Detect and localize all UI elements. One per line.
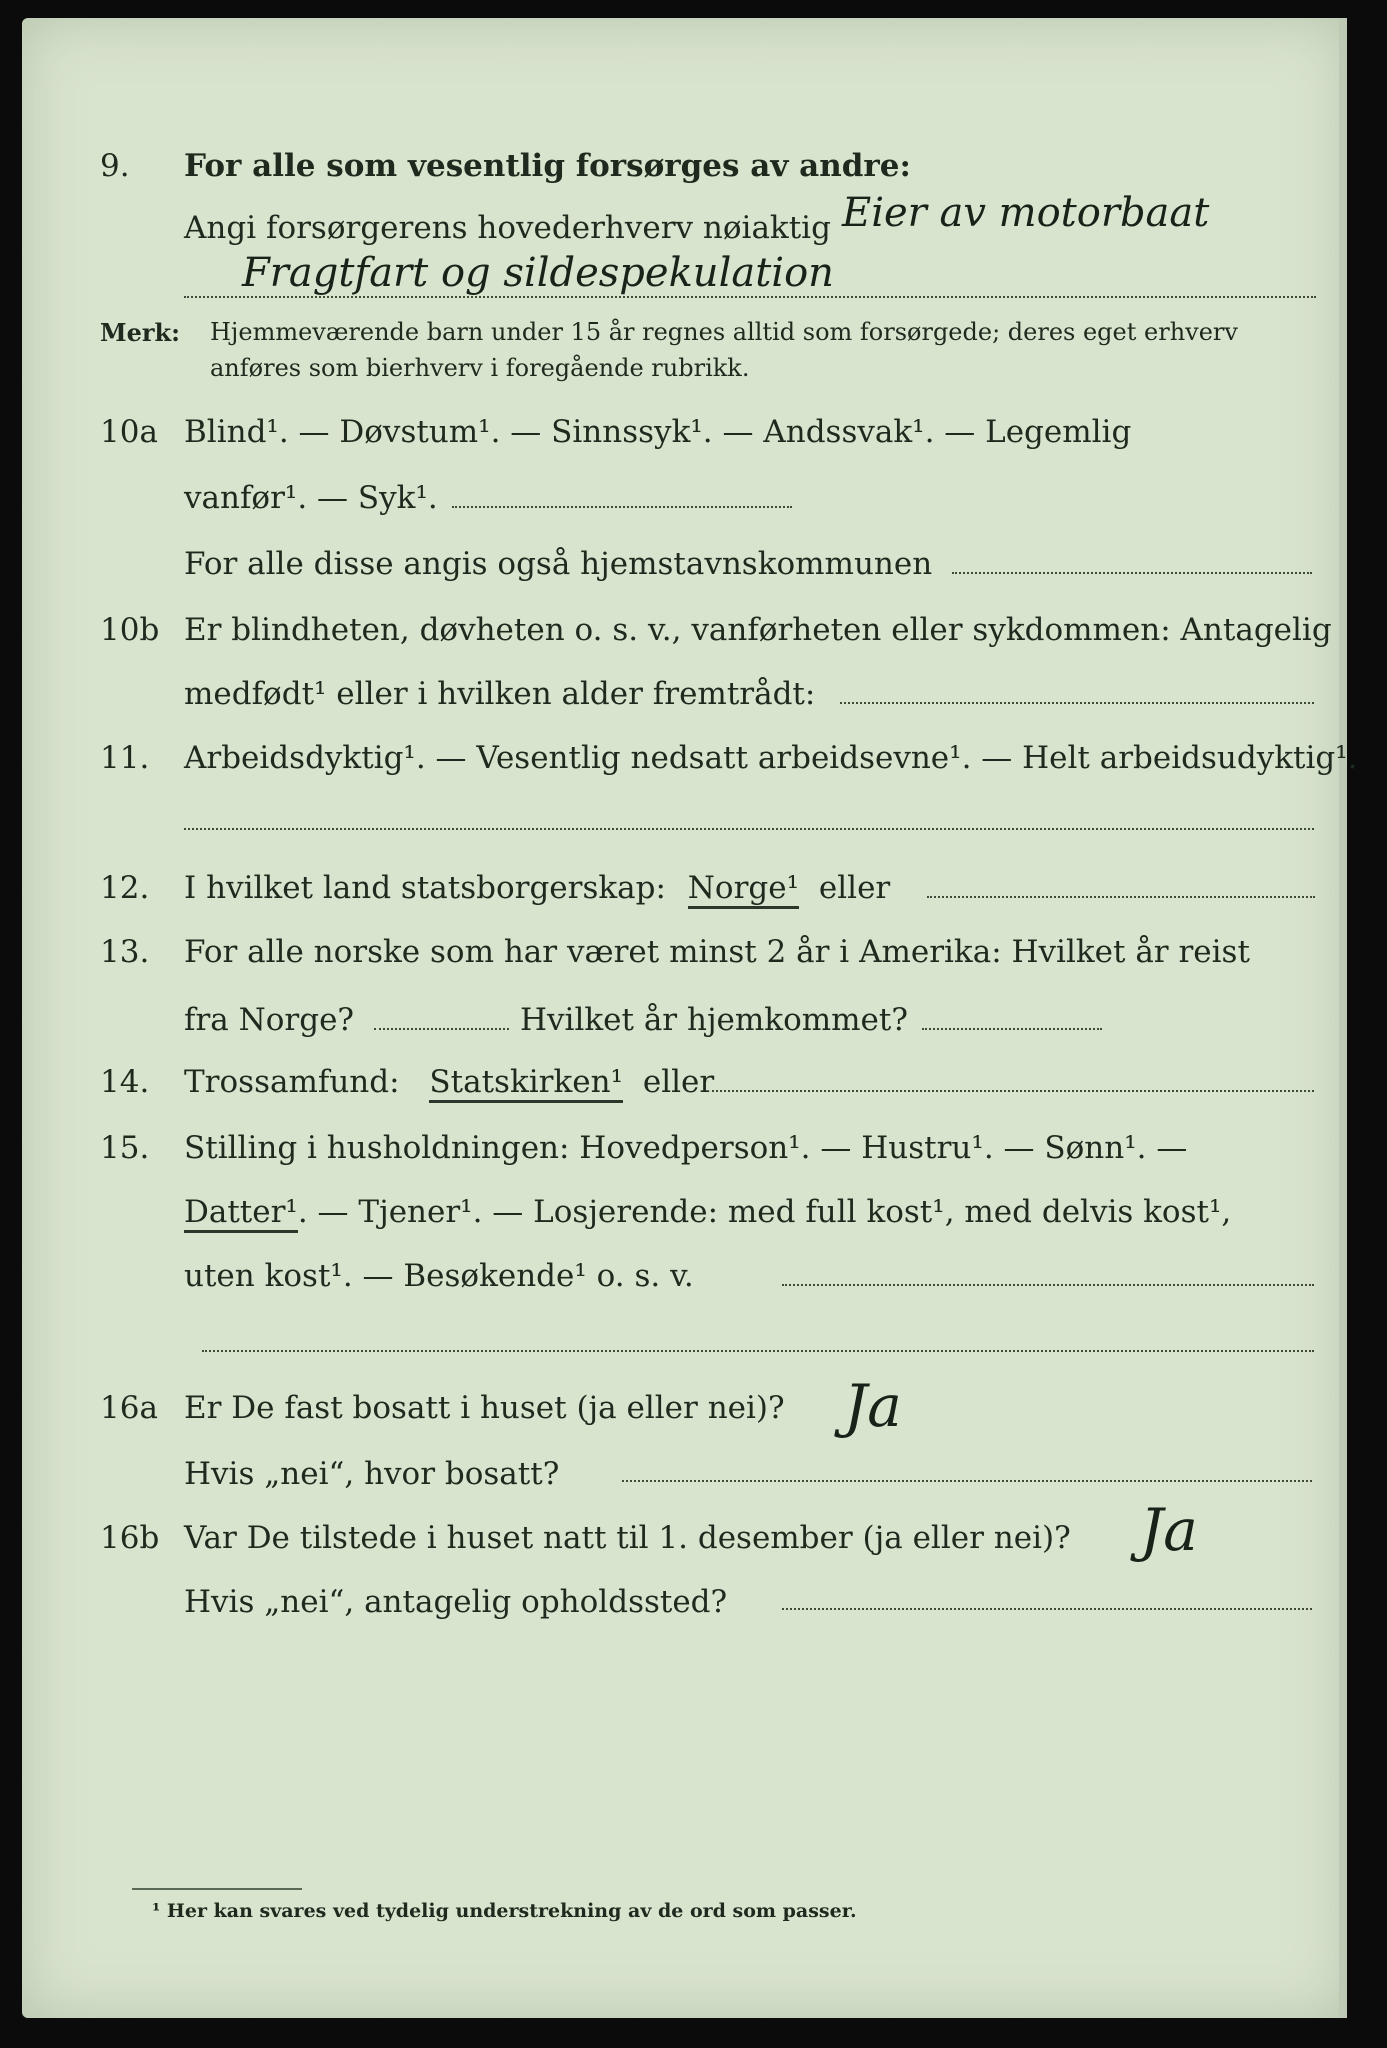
q10b-number: 10b (100, 612, 160, 648)
q9-line2: Angi forsørgerens hovederhverv nøiaktig (184, 210, 831, 246)
q13-line2a: fra Norge? (184, 1002, 355, 1038)
q15-datter-option: Datter¹ (184, 1194, 298, 1233)
q12-norge-option: Norge¹ (688, 870, 799, 909)
q9-line1: For alle som vesentlig forsørges av andre: (184, 148, 911, 184)
q16b-line2: Hvis „nei“, antagelig opholdssted? (184, 1584, 728, 1620)
q10b-line1: Er blindheten, døvheten o. s. v., vanførheten eller sykdommen: Antagelig (184, 612, 1332, 648)
q10b-line2-blank (840, 702, 1314, 704)
q13-line1: For alle norske som har været minst 2 år i Amerika: Hvilket år reist (184, 934, 1250, 970)
q14-statskirken-option: Statskirken¹ (429, 1064, 623, 1103)
q14-eller: eller (642, 1064, 715, 1100)
q16a-number: 16a (100, 1390, 158, 1426)
q10b-line2: medfødt¹ eller i hvilken alder fremtrådt: (184, 676, 816, 712)
q13-number: 13. (100, 934, 150, 970)
q16a-line2: Hvis „nei“, hvor bosatt? (184, 1456, 560, 1492)
q15-line3-blank (782, 1284, 1314, 1286)
q16b-answer: Ja (1140, 1496, 1198, 1564)
q10a-number: 10a (100, 414, 158, 450)
q10a-line3-blank (952, 572, 1312, 574)
q12-question: I hvilket land statsborgerskap: (184, 870, 666, 906)
q16a-line2-blank (622, 1480, 1312, 1482)
merk-label: Merk: (100, 318, 180, 347)
q16b-number: 16b (100, 1520, 160, 1556)
merk-line1: Hjemmeværende barn under 15 år regnes alltid som forsørgede; deres eget erhverv (210, 318, 1238, 346)
q11-blank (184, 828, 1314, 830)
q15-line2 (184, 1194, 1231, 1230)
q9-answer-occupation-2: Fragtfart og sildespekulation (242, 250, 834, 296)
footnote: ¹ Her kan svares ved tydelig understrekning av de ord som passer. (152, 1900, 857, 1922)
q15-line3: uten kost¹. — Besøkende¹ o. s. v. (184, 1258, 694, 1294)
q10a-line1: Blind¹. — Døvstum¹. — Sinnssyk¹. — Andssvak¹. — Legemlig (184, 414, 1132, 450)
q16b-line1: Var De tilstede i huset natt til 1. desember (ja eller nei)? (184, 1520, 1071, 1556)
q15-line1: Stilling i husholdningen: Hovedperson¹. — Hustru¹. — Sønn¹. — (184, 1130, 1188, 1166)
q15-number: 15. (100, 1130, 150, 1166)
q9-number: 9. (100, 148, 130, 184)
q12-line1 (184, 870, 890, 906)
q16b-line2-blank (782, 1608, 1312, 1610)
q14-blank (712, 1090, 1314, 1092)
q11-line1: Arbeidsdyktig¹. — Vesentlig nedsatt arbeidsevne¹. — Helt arbeidsudyktig¹. (184, 740, 1358, 776)
q16a-answer: Ja (844, 1372, 902, 1440)
q10a-line3: For alle disse angis også hjemstavnskommunen (184, 546, 933, 582)
q13-blank-reist (374, 1028, 509, 1030)
q14-number: 14. (100, 1064, 150, 1100)
q13-blank-hjemkommet (922, 1028, 1102, 1030)
q15-line2-rest: . — Tjener¹. — Losjerende: med full kost¹, med delvis kost¹, (297, 1194, 1232, 1230)
q10a-line2: vanfør¹. — Syk¹. (184, 480, 438, 516)
merk-line2: anføres som bierhverv i foregående rubrikk. (210, 354, 750, 382)
q14-line1 (184, 1064, 714, 1100)
footnote-rule (132, 1888, 302, 1890)
q10a-line2-blank (452, 506, 792, 508)
census-form-page (22, 18, 1358, 2018)
q9-answer-occupation: Eier av motorbaat (842, 190, 1210, 236)
q9-answer-line (184, 296, 1316, 298)
q13-line2b: Hvilket år hjemkommet? (520, 1002, 908, 1038)
q15-extra-blank (202, 1350, 1314, 1352)
q16a-line1: Er De fast bosatt i huset (ja eller nei)? (184, 1390, 785, 1426)
q14-question: Trossamfund: (184, 1064, 400, 1100)
q12-blank (927, 896, 1315, 898)
q12-number: 12. (100, 870, 150, 906)
page-edge (1339, 18, 1347, 2018)
q11-number: 11. (100, 740, 150, 776)
q12-eller: eller (818, 870, 891, 906)
